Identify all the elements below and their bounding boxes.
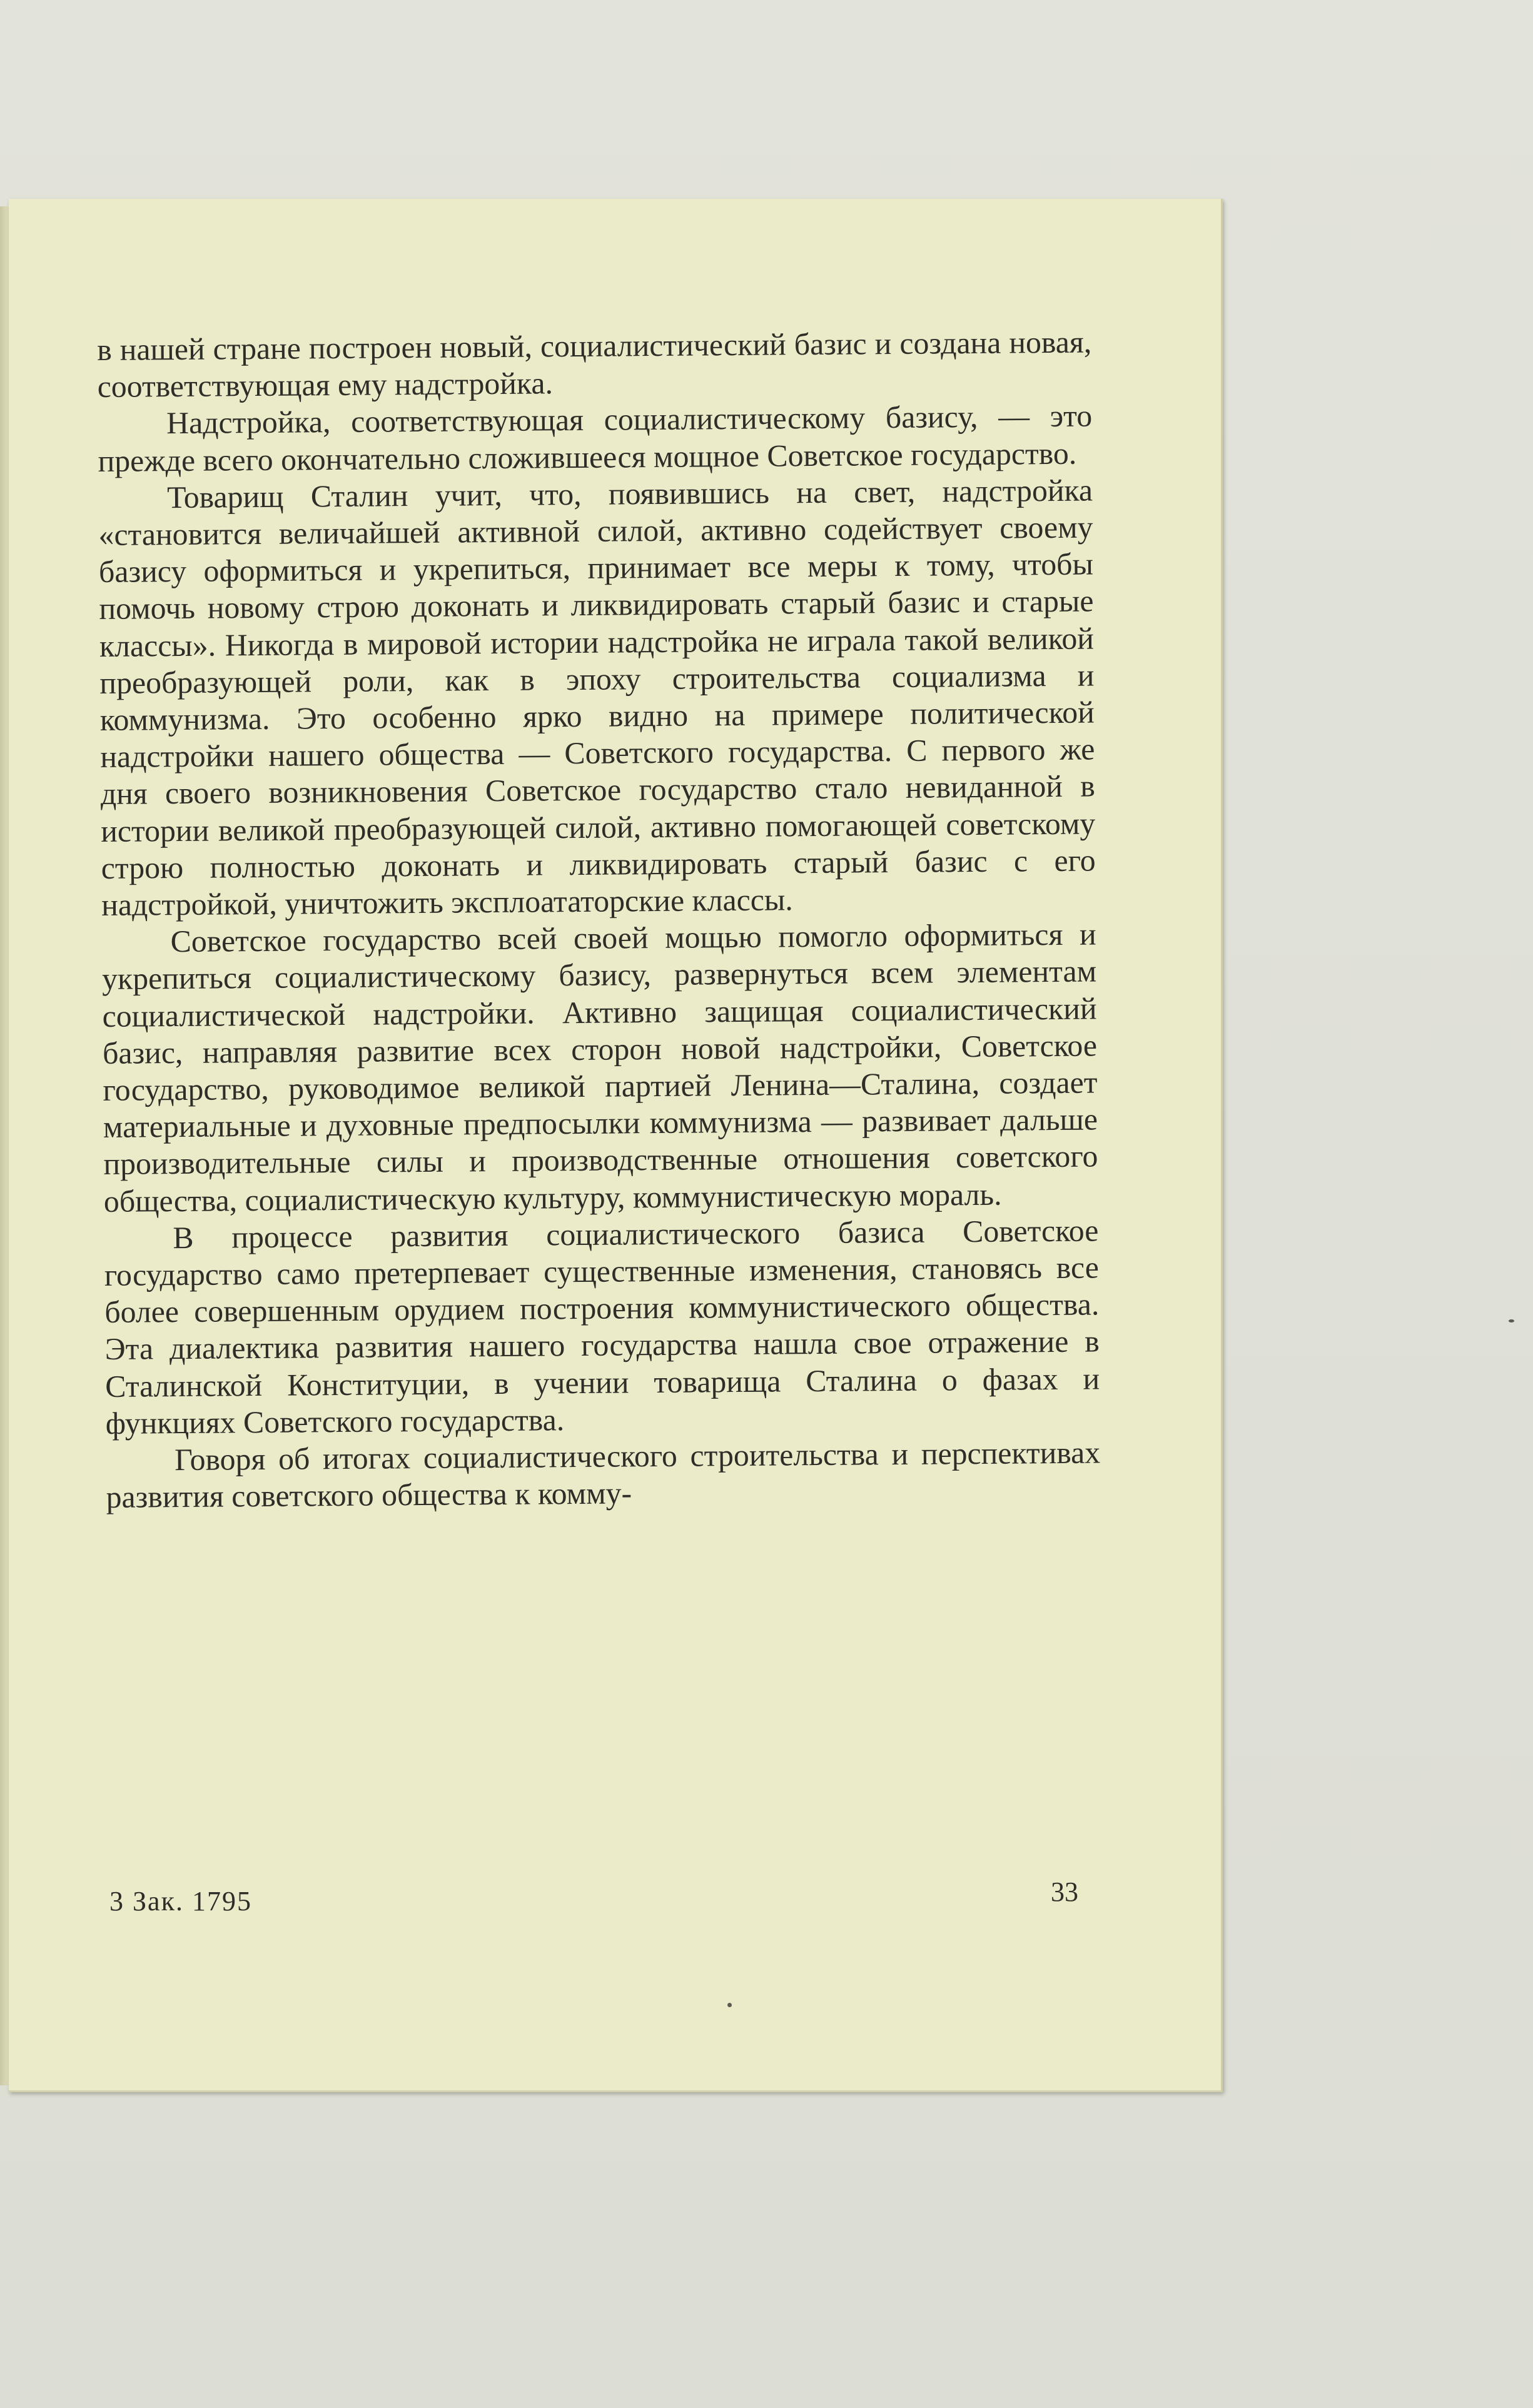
paragraph: Советское государство всей своей мощью помогло оформиться и укрепиться социалистическому базису, развернуться всем элементам социалистической надстройки. Активно защищая социалистический базис, направляя развитие всех сторон новой надстройки, Советское государство, руководимое великой партией Ленина—Сталина, создает материальные и духовные предпосылки коммунизма — развивает дальше производительные силы и производственные отношения советского общества, социалистическую культуру, коммунистическую мораль. — [101, 917, 1098, 1219]
paragraph: Товарищ Сталин учит, что, появившись на свет, надстройка «становится величайшей активной силой, активно содействует своему базису оформиться и укрепиться, принимает все меры к тому, чтобы помочь новому строю доконать и ликвидировать старый базис и старые классы». Никогда в мировой истории надстройка не играла такой великой преобразующей роли, как в эпоху строительства социализма и коммунизма. Это особенно ярко видно на примере политической надстройки нашего общества — Советского государства. С первого же дня своего возникновения Советское государство стало невиданной в истории великой преобразующей силой, активно помогающей советскому строю полностью доконать и ликвидировать старый базис с его надстройкой, уничтожить эксплоататорские классы. — [98, 473, 1096, 923]
page-number: 33 — [1051, 1877, 1078, 1907]
paragraph: Говоря об итогах социалистического строительства и перспективах развития советского общества к комму- — [106, 1435, 1101, 1515]
page-text — [97, 324, 1101, 1516]
dust-speck — [1509, 1319, 1514, 1322]
printer-signature: 3 Зак. 1795 — [109, 1886, 252, 1917]
paragraph: Надстройка, соответствующая социалистическому базису, — это прежде всего окончательно сложившееся мощное Советское государство. — [98, 398, 1093, 478]
dust-speck — [727, 2003, 732, 2007]
paragraph: В процессе развития социалистического базиса Советское государство само претерпевает существенные изменения, становясь все более совершенным орудием построения коммунистического общества. Эта диалектика развития нашего государства нашла свое отражение в Сталинской Конституции, в учении товарища Сталина о фазах и функциях Советского государства. — [104, 1213, 1100, 1441]
paragraph: в нашей стране построен новый, социалистический базис и создана новая, соответствующая ему надстройка. — [97, 325, 1092, 405]
